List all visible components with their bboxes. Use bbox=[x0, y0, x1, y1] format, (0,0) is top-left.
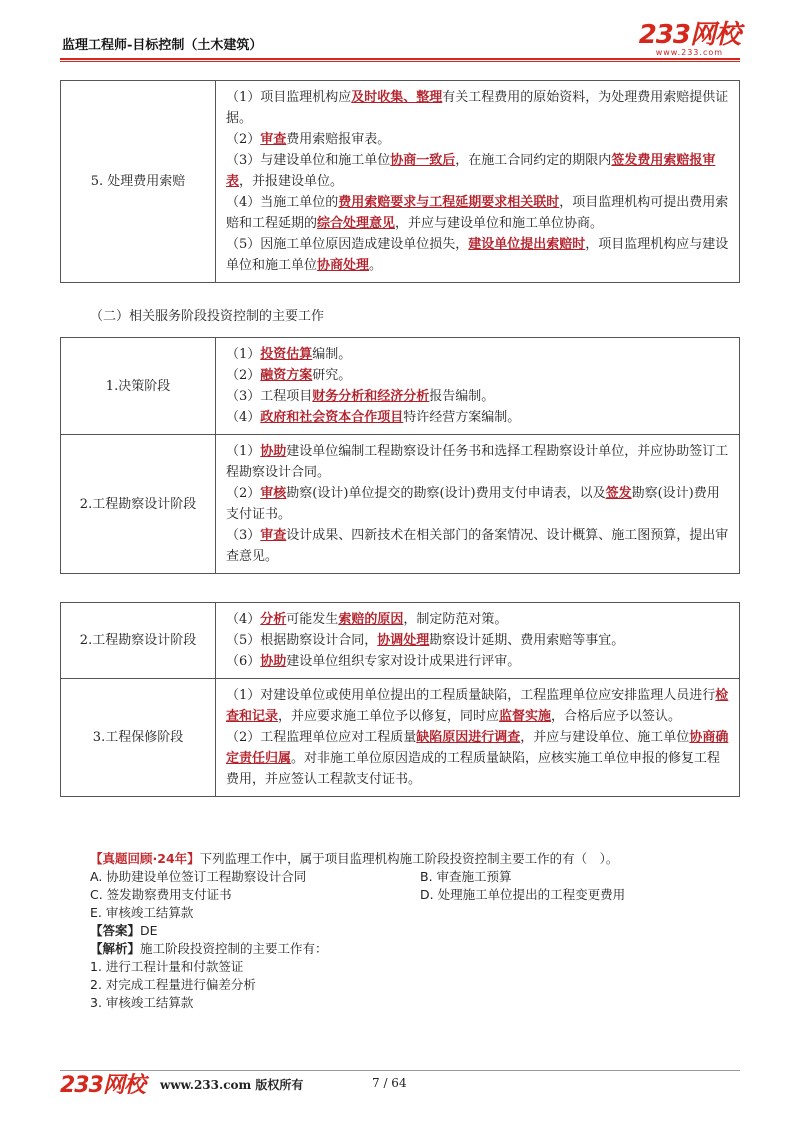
highlight-text: 检查和记录 bbox=[226, 688, 729, 724]
list-item bbox=[226, 365, 731, 386]
section-heading: （二）相关服务阶段投资控制的主要工作 bbox=[90, 309, 325, 324]
body-text: （4） bbox=[226, 410, 261, 425]
highlight-text: 缺陷原因进行调查 bbox=[416, 730, 521, 745]
row-label: 2.工程勘察设计阶段 bbox=[61, 435, 216, 574]
body-text: 有关工程费用的原始资料，为处理费用索赔提供证据。 bbox=[226, 90, 729, 126]
body-text: 勘察(设计)费用支付证书。 bbox=[226, 486, 720, 522]
list-item bbox=[226, 525, 731, 567]
footer-copyright: www.233.com 版权所有 bbox=[160, 1078, 304, 1092]
cost-claim-table bbox=[60, 80, 740, 283]
list-item bbox=[226, 87, 731, 129]
analysis-text: 施工阶段投资控制的主要工作有： bbox=[140, 941, 328, 956]
body-text: （1） bbox=[226, 347, 261, 362]
highlight-text: 协助 bbox=[260, 444, 287, 459]
exam-question bbox=[90, 850, 710, 1012]
row-content bbox=[216, 81, 740, 283]
body-text: （2）工程监理单位应对工程质量 bbox=[226, 730, 417, 745]
list-item bbox=[226, 609, 731, 630]
list-item bbox=[226, 483, 731, 525]
row-content bbox=[216, 435, 740, 574]
table-row bbox=[61, 338, 740, 435]
row-label: 5. 处理费用索赔 bbox=[61, 81, 216, 283]
list-item bbox=[226, 150, 731, 192]
body-text: （3）工程项目 bbox=[226, 389, 313, 404]
row-label: 2.工程勘察设计阶段 bbox=[61, 603, 216, 679]
highlight-text: 索赔的原因 bbox=[338, 612, 404, 627]
analysis-point-3: 3. 审核竣工结算款 bbox=[90, 995, 194, 1010]
body-text: （2） bbox=[226, 486, 261, 501]
body-text: （3） bbox=[226, 528, 261, 543]
highlight-text: 投资估算 bbox=[260, 347, 313, 362]
answer-line bbox=[90, 922, 710, 940]
row-label: 3.工程保修阶段 bbox=[61, 679, 216, 797]
list-item bbox=[226, 441, 731, 483]
brand-logo bbox=[639, 22, 740, 57]
body-text: ，并应要求施工单位予以修复，同时应 bbox=[278, 709, 500, 724]
highlight-text: 审查 bbox=[260, 132, 287, 147]
table-row bbox=[61, 435, 740, 574]
body-text: ，制定防范对策。 bbox=[403, 612, 508, 627]
answer-label: 【答案】 bbox=[90, 923, 141, 938]
body-text: （1）项目监理机构应 bbox=[226, 90, 352, 105]
header-rule bbox=[60, 58, 740, 62]
body-text: （5）因施工单位原因造成建设单位损失， bbox=[226, 237, 469, 252]
body-text: 勘察设计延期、费用索赔等事宜。 bbox=[429, 633, 625, 648]
body-text: 。对非施工单位原因造成的工程质量缺陷，应核实施工单位申报的修复工程费用，并应签认工程款支付证书。 bbox=[226, 751, 721, 787]
question-stem bbox=[90, 850, 710, 868]
body-text: 建设单位组织专家对设计成果进行评审。 bbox=[286, 654, 521, 669]
body-text: 可能发生 bbox=[286, 612, 339, 627]
answer-value: DE bbox=[140, 923, 158, 938]
highlight-text: 综合处理意见 bbox=[317, 216, 396, 231]
list-item bbox=[226, 651, 731, 672]
row-content bbox=[216, 679, 740, 797]
body-text: 编制。 bbox=[312, 347, 352, 362]
list-item bbox=[226, 344, 731, 365]
highlight-text: 监督实施 bbox=[499, 709, 552, 724]
highlight-text: 协调处理 bbox=[377, 633, 430, 648]
brand-logo-site: www.233.com bbox=[655, 48, 724, 57]
body-text: 。 bbox=[369, 258, 383, 273]
body-text: （5）根据勘察设计合同， bbox=[226, 633, 378, 648]
list-item bbox=[226, 630, 731, 651]
page-number: 7 / 64 bbox=[372, 1076, 407, 1090]
footer-logo: 233网校 bbox=[60, 1073, 145, 1098]
highlight-text: 协商处理 bbox=[317, 258, 370, 273]
body-text: （6） bbox=[226, 654, 261, 669]
option-e: E. 审核竣工结算款 bbox=[90, 905, 194, 920]
highlight-text: 融资方案 bbox=[260, 368, 313, 383]
body-text: 设计成果、四新技术在相关部门的备案情况、设计概算、施工图预算，提出审查意见。 bbox=[226, 528, 729, 564]
highlight-text: 政府和社会资本合作项目 bbox=[260, 410, 404, 425]
body-text: ，项目监理机构可提出费用索赔和工程延期的 bbox=[226, 195, 729, 231]
highlight-text: 签发费用索赔报审表 bbox=[226, 153, 716, 189]
option-d: D. 处理施工单位提出的工程变更费用 bbox=[420, 887, 626, 902]
analysis-line bbox=[90, 940, 710, 958]
body-text: ，并报建设单位。 bbox=[239, 174, 344, 189]
footer-rule bbox=[60, 1070, 740, 1071]
list-item bbox=[226, 129, 731, 150]
body-text: （4）当施工单位的 bbox=[226, 195, 339, 210]
body-text: ，并应与建设单位和施工单位协商。 bbox=[395, 216, 604, 231]
option-b: B. 审查施工预算 bbox=[420, 869, 512, 884]
highlight-text: 财务分析和经济分析 bbox=[312, 389, 430, 404]
analysis-point-2: 2. 对完成工程量进行偏差分析 bbox=[90, 977, 256, 992]
highlight-text: 分析 bbox=[260, 612, 287, 627]
body-text: ，并应与建设单位、施工单位 bbox=[520, 730, 690, 745]
body-text: （3）与建设单位和施工单位 bbox=[226, 153, 391, 168]
brand-logo-text: 233网校 bbox=[638, 20, 740, 50]
body-text: （2） bbox=[226, 132, 261, 147]
related-services-table bbox=[60, 337, 740, 574]
question-options bbox=[90, 868, 710, 922]
option-a: A. 协助建设单位签订工程勘察设计合同 bbox=[90, 869, 307, 884]
body-text: 特许经营方案编制。 bbox=[403, 410, 521, 425]
highlight-text: 协商确定责任归属 bbox=[226, 730, 729, 766]
body-text: 建设单位编制工程勘察设计任务书和选择工程勘察设计单位，并应协助签订工程勘察设计合同。 bbox=[226, 444, 729, 480]
table-row bbox=[61, 81, 740, 283]
highlight-text: 签发 bbox=[605, 486, 632, 501]
highlight-text: 协助 bbox=[260, 654, 287, 669]
body-text: 研究。 bbox=[312, 368, 352, 383]
row-label: 1.决策阶段 bbox=[61, 338, 216, 435]
body-text: ，在施工合同约定的期限内 bbox=[455, 153, 612, 168]
body-text: ，合格后应予以签认。 bbox=[551, 709, 682, 724]
body-text: 勘察(设计)单位提交的勘察(设计)费用支付申请表，以及 bbox=[286, 486, 606, 501]
related-services-table-continued bbox=[60, 602, 740, 797]
table-row bbox=[61, 603, 740, 679]
row-content bbox=[216, 603, 740, 679]
list-item bbox=[226, 685, 731, 727]
body-text: （1） bbox=[226, 444, 261, 459]
list-item bbox=[226, 727, 731, 790]
list-item bbox=[226, 407, 731, 428]
list-item bbox=[226, 386, 731, 407]
table-row bbox=[61, 679, 740, 797]
option-c: C. 签发勘察费用支付证书 bbox=[90, 887, 232, 902]
analysis-point-1: 1. 进行工程计量和付款签证 bbox=[90, 959, 244, 974]
highlight-text: 费用索赔要求与工程延期要求相关联时 bbox=[338, 195, 560, 210]
highlight-text: 建设单位提出索赔时 bbox=[468, 237, 586, 252]
header-title: 监理工程师-目标控制（土木建筑） bbox=[62, 38, 263, 53]
highlight-text: 审查 bbox=[260, 528, 287, 543]
body-text: 费用索赔报审表。 bbox=[286, 132, 391, 147]
question-text: 下列监理工作中，属于项目监理机构施工阶段投资控制主要工作的有（ ）。 bbox=[199, 851, 619, 866]
highlight-text: 审核 bbox=[260, 486, 287, 501]
body-text: 报告编制。 bbox=[429, 389, 495, 404]
body-text: ，项目监理机构应与建设单位和施工单位 bbox=[226, 237, 729, 273]
list-item bbox=[226, 234, 731, 276]
analysis-label: 【解析】 bbox=[90, 941, 141, 956]
list-item bbox=[226, 192, 731, 234]
highlight-text: 及时收集、整理 bbox=[351, 90, 443, 105]
question-tag: 【真题回顾·24年】 bbox=[90, 851, 200, 866]
body-text: （4） bbox=[226, 612, 261, 627]
highlight-text: 协商一致后 bbox=[390, 153, 456, 168]
body-text: （1）对建设单位或使用单位提出的工程质量缺陷，工程监理单位应安排监理人员进行 bbox=[226, 688, 716, 703]
body-text: （2） bbox=[226, 368, 261, 383]
row-content bbox=[216, 338, 740, 435]
